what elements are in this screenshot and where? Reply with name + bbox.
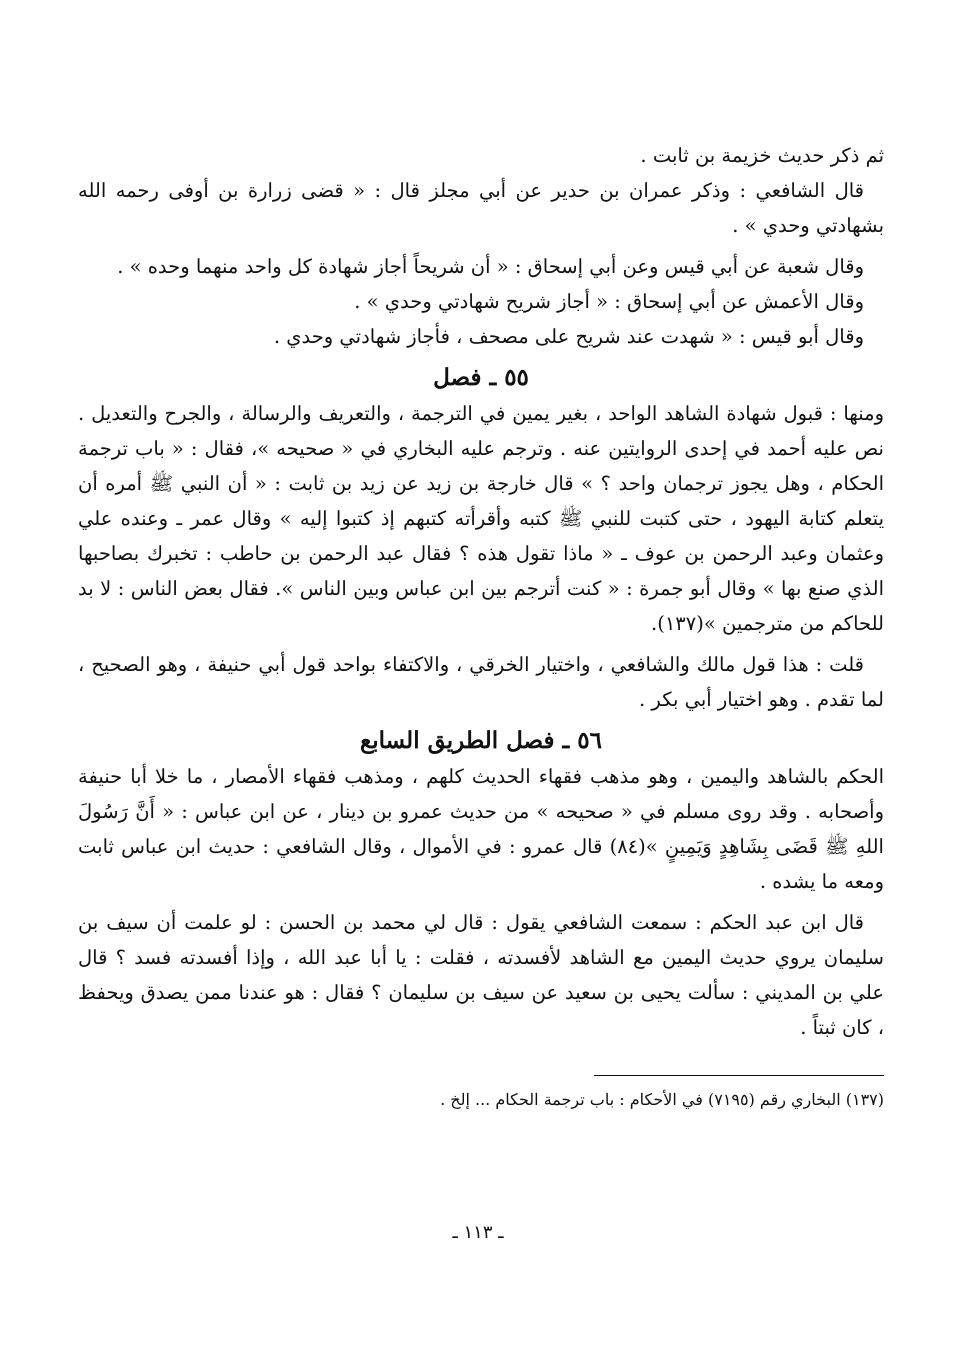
section-55-heading: ٥٥ ـ فصل: [433, 364, 529, 391]
paragraph-translation-testimony: ومنها : قبول شهادة الشاهد الواحد ، بغير يمين في الترجمة ، والتعريف والرسالة ، والجرح والتعديل . نص عليه أحمد في إحدى الروايتين عنه . وترجم عليه البخاري في « صحيحه »، فقال : « باب ترجمة الحكام ، وهل يجوز ترجمان واحد ؟ » قال خارجة بن زيد عن زيد بن ثابت : « أن النبي ﷺ أمره أن يتعلم كتابة اليهود ، حتى كتبت للنبي ﷺ كتبه وأقرأته كتبهم إذ كتبوا إليه » وقال عمر ـ وعنده علي وعثمان وعبد الرحمن بن عوف ـ « ماذا تقول هذه ؟ فقال عبد الرحمن بن حاطب : تخبرك بصاحبها الذي صنع بها » وقال أبو جمرة : « كنت أترجم بين ابن عباس وبين الناس ». فقال بعض الناس : لا بد للحاكم من مترجمين »(١٣٧).: [78, 402, 884, 635]
paragraph-author-opinion: قلت : هذا قول مالك والشافعي ، واختيار الخرقي ، والاكتفاء بواحد قول أبي حنيفة ، وهو الصحيح ، لما تقدم . وهو اختيار أبي بكر .: [78, 653, 884, 711]
section-56-heading: ٥٦ ـ فصل الطريق السابع: [360, 727, 602, 754]
paragraph-shafii-zurara: قال الشافعي : وذكر عمران بن حدير عن أبي مجلز قال : « قضى زرارة بن أوفى رحمه الله بشهادتي وحدي » .: [78, 179, 884, 237]
paragraph-intro: ثم ذكر حديث خزيمة بن ثابت .: [640, 144, 884, 167]
footnote-137: (١٣٧) البخاري رقم (٧١٩٥) في الأحكام : باب ترجمة الحكام ... إلخ .: [440, 1090, 884, 1109]
paragraph-abu-qays: وقال أبو قيس : « شهدت عند شريح على مصحف ، فأجاز شهادتي وحدي .: [273, 325, 864, 348]
page-number: ـ ١١٣ ـ: [452, 1222, 504, 1243]
footnote-divider: [594, 1075, 884, 1076]
paragraph-ibn-abd-alhakam: قال ابن عبد الحكم : سمعت الشافعي يقول : قال لي محمد بن الحسن : لو علمت أن سيف بن سليمان يروي حديث اليمين مع الشاهد لأفسدته ، فقلت : يا أبا عبد الله ، وإذا أفسدته فسد ؟ قال علي بن المديني : سألت يحيى بن سعيد عن سيف بن سليمان ؟ فقال : هو عندنا ممن يصدق ويحفظ ، كان ثبتاً .: [78, 911, 884, 1039]
paragraph-shuba: وقال شعبة عن أبي قيس وعن أبي إسحاق : « أن شريحاً أجاز شهادة كل واحد منهما وحده » .: [117, 255, 864, 278]
paragraph-witness-and-oath: الحكم بالشاهد واليمين ، وهو مذهب فقهاء الحديث كلهم ، ومذهب فقهاء الأمصار ، ما خلا أبا حنيفة وأصحابه . وقد روى مسلم في « صحيحه » من حديث عمرو بن دينار ، عن ابن عباس : « أَنَّ رَسُولَ اللهِ ﷺ قَضَى بِشَاهِدٍ وَيَمِينٍ »(٨٤) قال عمرو : في الأموال ، وقال الشافعي : حديث ابن عباس ثابت ومعه ما يشده .: [78, 765, 884, 893]
paragraph-amash: وقال الأعمش عن أبي إسحاق : « أجاز شريح شهادتي وحدي » .: [354, 290, 864, 313]
